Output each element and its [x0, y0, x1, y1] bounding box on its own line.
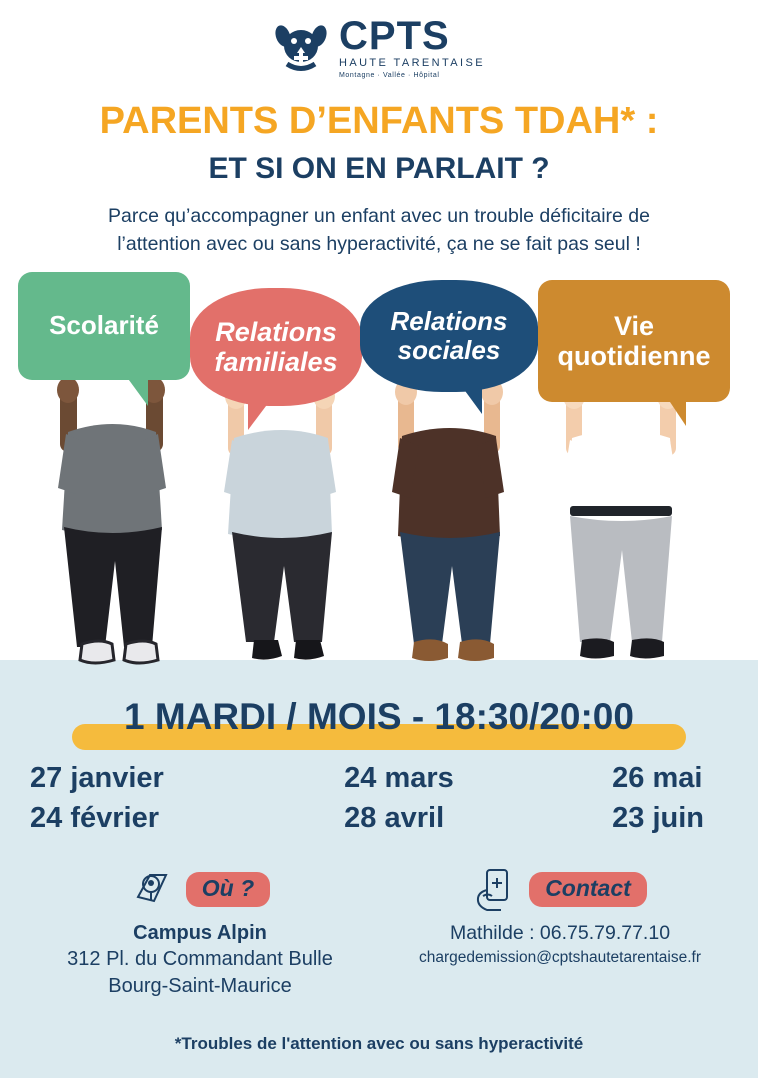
phone-hand-icon — [473, 866, 517, 912]
logo-tagline: Montagne · Vallée · Hôpital — [339, 72, 440, 79]
intro-line-1: Parce qu’accompagner un enfant avec un trouble déficitaire de — [107, 205, 650, 227]
schedule-date: 26 mai — [612, 762, 703, 794]
bubble-relations-sociales — [360, 280, 538, 392]
contact-details — [380, 922, 740, 967]
intro-line-2: l’attention avec ou sans hyperactivité, ça ne se fait pas seul ! — [117, 233, 641, 256]
schedule-column-2 — [344, 758, 454, 838]
schedule-headline: 1 MARDI / MOIS - 18:30/20:00 — [124, 696, 634, 737]
bubble-label-3: Relations sociales — [390, 305, 508, 365]
contact-phone[interactable]: Mathilde : 06.75.79.77.10 — [449, 922, 671, 944]
schedule-date: 28 avril — [344, 802, 445, 835]
schedule-dates — [30, 758, 728, 838]
venue-block — [20, 866, 380, 999]
bubble-tail-2 — [248, 398, 272, 430]
schedule-column-1 — [30, 758, 164, 838]
venue-address — [20, 920, 380, 999]
bubble-scolarite — [18, 272, 190, 380]
page-subtitle: ET SI ON EN PARLAIT ? — [208, 152, 550, 185]
page-title: PARENTS D’ENFANTS TDAH* : — [99, 100, 659, 142]
bubble-label-1: Scolarité — [49, 310, 159, 341]
logo — [0, 16, 758, 79]
schedule-date: 24 mars — [344, 762, 454, 794]
venue-badge: Où ? — [186, 872, 270, 907]
venue-name: Campus Alpin — [133, 922, 267, 944]
intro-text — [0, 202, 758, 259]
logo-subtitle: HAUTE TARENTAISE — [339, 57, 485, 69]
bubble-tail-3 — [460, 384, 482, 414]
bubble-label-4: Vie quotidienne — [557, 310, 711, 371]
contact-email[interactable]: chargedemission@cptshautetarentaise.fr — [419, 949, 701, 966]
bubble-relations-familiales — [190, 288, 362, 406]
schedule-column-3 — [612, 758, 704, 838]
footnote: *Troubles de l'attention avec ou sans hyperactivité — [174, 1034, 584, 1053]
bubble-tail-1 — [126, 376, 148, 406]
venue-city: Bourg-Saint-Maurice — [108, 974, 292, 997]
logo-title: CPTS — [339, 14, 450, 58]
contact-block — [380, 866, 740, 967]
bubble-label-2: Relations familiales — [214, 316, 338, 377]
people-illustration — [0, 272, 758, 682]
bubble-vie-quotidienne — [538, 280, 730, 402]
schedule-date: 24 février — [30, 802, 159, 835]
bubble-tail-4 — [666, 396, 686, 426]
dog-head-icon — [273, 20, 329, 76]
contact-badge: Contact — [529, 872, 647, 907]
schedule-date: 23 juin — [612, 802, 704, 835]
map-pin-icon — [130, 867, 174, 911]
schedule-date: 27 janvier — [30, 762, 164, 794]
venue-street: 312 Pl. du Commandant Bulle — [67, 948, 333, 971]
